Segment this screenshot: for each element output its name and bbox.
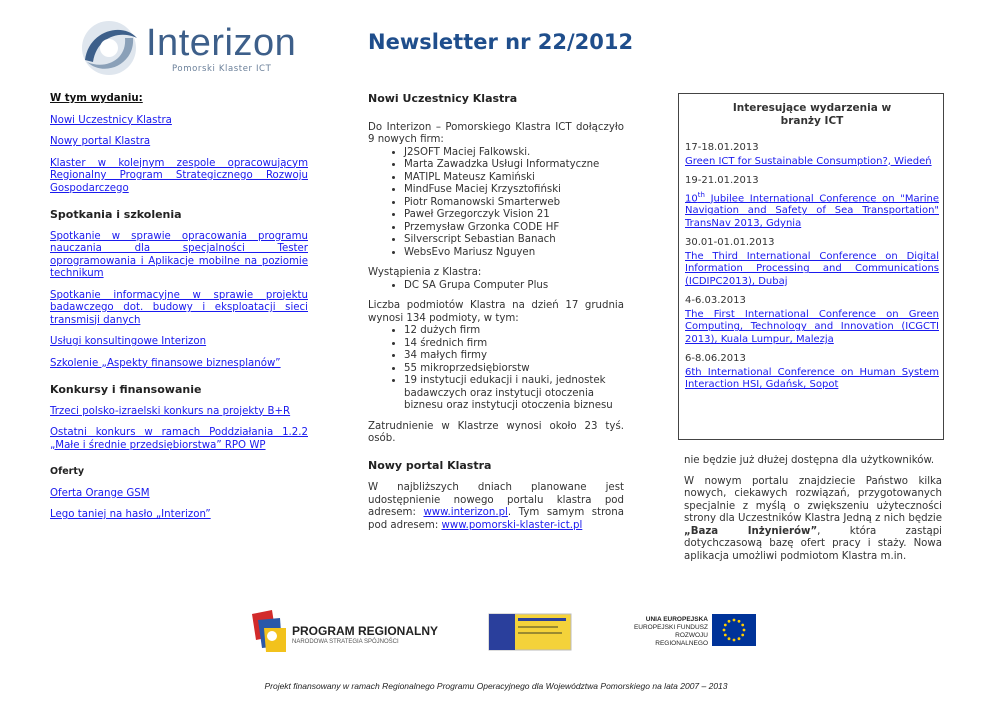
list-item: • J2SOFT Maciej Falkowski. (404, 147, 624, 160)
eu-star-icon (743, 629, 746, 632)
eu-title: UNIA EUROPEJSKA (645, 616, 708, 623)
program-regionalny-emblem (252, 610, 286, 652)
event-link[interactable] (685, 189, 939, 231)
list-item: • 55 mikroprzedsiębiorstw (404, 363, 624, 376)
eu-star-icon (738, 620, 741, 623)
event-item (685, 237, 939, 288)
section-heading-contests: Konkursy i finansowanie (50, 383, 202, 396)
employment-text: Zatrudnienie w Klastrze wynosi około 23 tyś. osób. (368, 420, 624, 444)
toc-link[interactable]: Szkolenie „Aspekty finansowe biznesplanów” (50, 357, 281, 369)
logo-wordmark: Interizon (146, 22, 297, 64)
eu-star-icon (728, 637, 731, 640)
eu-label (630, 616, 708, 648)
portal-paragraph-2 (684, 476, 942, 564)
list-item: • Piotr Romanowski Smarterweb (404, 197, 624, 210)
portal-continuation: nie będzie już dłużej dostępna dla użytkowników. (684, 455, 935, 466)
event-title: Jubilee International Conference on "Marine Navigation and Safety of Sea Transportation" TransNav 2013, Gdynia (685, 192, 939, 229)
logo-subtitle: Pomorski Klaster ICT (172, 64, 272, 74)
toc-link[interactable]: Usługi konsultingowe Interizon (50, 336, 207, 347)
list-item: • DC SA Grupa Computer Plus (404, 280, 624, 293)
event-date: 19-21.01.2013 (685, 175, 759, 186)
eu-star-icon (741, 634, 744, 637)
engineers-db-name: „Baza Inżynierów” (684, 525, 818, 537)
event-number: 10 (685, 192, 698, 204)
portal-heading: Nowy portal Klastra (368, 458, 492, 472)
list-item: • 34 małych firmy (404, 350, 624, 363)
toc-link[interactable]: Lego taniej na hasło „Interizon” (50, 509, 211, 520)
list-item: • MindFuse Maciej Krzysztofiński (404, 184, 624, 197)
withdrawals-label: Wystąpienia z Klastra: (368, 267, 482, 278)
toc-link[interactable]: Spotkanie informacyjne w sprawie projektu badawczego dot. budowy i eksploatacji sieci transmisji danych (50, 289, 308, 326)
eu-star-icon (728, 620, 731, 623)
list-item: • 19 instytucji edukacji i nauki, jednostek badawczych oraz instytucji otoczenia biznesu oraz instytucji otoczenia biznesu (404, 375, 624, 413)
list-item: • Paweł Grzegorczyk Vision 21 (404, 209, 624, 222)
portal-text: , która zastąpi dotychczasową bazę ofert pracy i staży. Nowa aplikacja umożliwi podmiotom Klastra m.in. (684, 525, 942, 562)
portal-text: W nowym portalu znajdziecie Państwo kilka nowych, ciekawych rozwiązań, przygotowanych specjalnie z myślą o zwiększeniu użyteczności strony dla Uczestników Klastra Jedną z nich będzie (684, 475, 942, 524)
eu-star-icon (724, 634, 727, 637)
logo-swirl-icon (75, 18, 145, 78)
list-item: • Silverscript Sebastian Banach (404, 234, 624, 247)
event-item (685, 142, 939, 168)
event-date: 4-6.03.2013 (685, 295, 746, 307)
toc-column (50, 93, 308, 531)
section-heading-meetings: Spotkania i szkolenia (50, 208, 182, 221)
interizon-url-link[interactable]: www.interizon.pl (423, 507, 508, 518)
toc-link[interactable]: Nowy portal Klastra (50, 136, 151, 147)
event-item (685, 353, 939, 392)
event-link[interactable]: 6th International Conference on Human System Interaction HSI, Gdańsk, Sopot (685, 366, 939, 391)
toc-link[interactable]: Nowi Uczestnicy Klastra (50, 114, 172, 126)
event-date: 6-8.06.2013 (685, 353, 746, 365)
toc-link[interactable]: Oferta Orange GSM (50, 487, 150, 499)
event-link[interactable]: The First International Conference on Green Computing, Technology and Innovation (ICGCTI 2013), Kuala Lumpur, Malezja (685, 308, 939, 345)
pomorskie-flag-icon (489, 614, 571, 650)
logos-strip (0, 606, 992, 658)
eu-subtitle-1: EUROPEJSKI FUNDUSZ (633, 624, 708, 631)
events-box (678, 93, 944, 440)
funding-logos (0, 606, 992, 656)
portal-text: W najbliższych dniach planowane jest udostępnienie nowego portalu klastra pod adresem: (368, 482, 624, 518)
list-item: • Marta Zawadzka Usługi Informatyczne (404, 159, 624, 172)
portal-continuation-column (684, 455, 942, 571)
eu-star-icon (733, 639, 736, 642)
portal-paragraph (368, 482, 624, 532)
eu-flag-icon (712, 614, 756, 646)
program-regionalny-sublabel: NARODOWA STRATEGIA SPÓJNOŚCI (292, 639, 399, 645)
list-item: • MATIPL Mateusz Kamiński (404, 172, 624, 185)
event-date: 17-18.01.2013 (685, 142, 759, 153)
toc-link[interactable]: Spotkanie w sprawie opracowania programu nauczania dla specjalności Tester oprogramowania i Aplikacje mobilne na poziomie technikum (50, 230, 308, 279)
portal-text: . Tym samym strona pod adresem: (368, 507, 624, 531)
toc-link[interactable]: Trzeci polsko-izraelski konkurs na projekty B+R (50, 405, 291, 417)
members-intro: Do Interizon – Pomorskiego Klastra ICT dołączyło 9 nowych firm: (368, 121, 624, 145)
toc-heading: W tym wydaniu: (50, 93, 143, 104)
footer-note: Projekt finansowany w ramach Regionalnego Programu Operacyjnego dla Województwa Pomorskiego na lata 2007 – 2013 (264, 681, 728, 691)
new-firms-list (368, 147, 624, 260)
eu-star-icon (733, 619, 736, 622)
list-item: • 12 dużych firm (404, 325, 624, 338)
counts-list (368, 325, 624, 413)
event-link[interactable]: The Third International Conference on Digital Information Processing and Communications (ICDIPC2013), Dubaj (685, 250, 939, 287)
event-item (685, 175, 939, 230)
list-item: • Przemysław Grzonka CODE HF (404, 222, 624, 235)
eu-star-icon (741, 624, 744, 627)
eu-star-icon (723, 629, 726, 632)
members-heading: Nowi Uczestnicy Klastra (368, 92, 518, 105)
list-item: • WebsEvo Mariusz Nguyen (404, 247, 624, 260)
event-superscript: th (697, 190, 705, 199)
section-heading-offers: Oferty (50, 466, 85, 477)
list-item: • 14 średnich firm (404, 338, 624, 351)
program-regionalny-label: PROGRAM REGIONALNY (292, 624, 439, 638)
toc-link[interactable]: Klaster w kolejnym zespole opracowującym Regionalny Program Strategicznego Rozwoju Gospodarczego (50, 157, 308, 194)
eu-subtitle-2: ROZWOJU REGIONALNEGO (655, 632, 708, 647)
newsletter-title: Newsletter nr 22/2012 (368, 30, 634, 54)
count-intro: Liczba podmiotów Klastra na dzień 17 grudnia wynosi 134 podmioty, w tym: (368, 300, 624, 324)
old-portal-url-link[interactable]: www.pomorski-klaster-ict.pl (441, 519, 583, 531)
events-heading: Interesujące wydarzenia w branży ICT (732, 102, 892, 127)
withdrawals-list (368, 280, 624, 293)
eu-star-icon (724, 624, 727, 627)
members-column (368, 93, 624, 540)
event-link[interactable]: Green ICT for Sustainable Consumption?, Wiedeń (685, 155, 932, 167)
eu-star-icon (738, 637, 741, 640)
event-item (685, 295, 939, 346)
toc-link[interactable]: Ostatni konkurs w ramach Poddziałania 1.2.2 „Małe i średnie przedsiębiorstwa” RPO WP (50, 427, 308, 451)
event-date: 30.01-01.01.2013 (685, 237, 775, 249)
